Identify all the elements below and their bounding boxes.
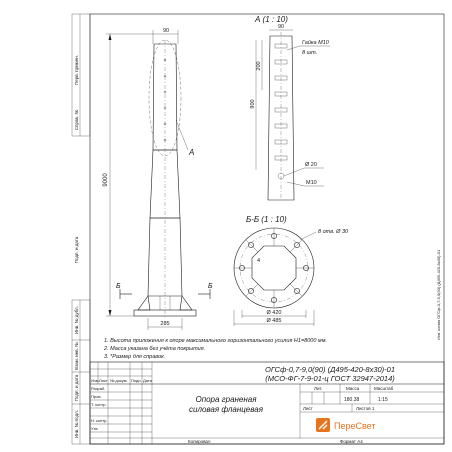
tb-head-list: Лист — [99, 378, 108, 383]
stamp-sprav: Справ. № — [74, 109, 79, 131]
tb-row-utv: Утв. — [91, 426, 99, 431]
section-bb-view — [234, 215, 349, 326]
tb-designation-1: ОГСф-0,7-9,0(90) (Д495-420-8х30)-01 — [264, 365, 396, 374]
stamp-inv-podl: Инв. № подл. — [74, 409, 79, 439]
notes-block — [103, 338, 327, 360]
note-1: 1. Высота приложения к опоре максимального горизонтального усилия H1=8000 мм. — [104, 338, 327, 344]
tb-row-prov: Пров. — [91, 394, 102, 399]
tb-format: Формат A4 — [340, 439, 363, 444]
detail-a-dim-200: 200 — [256, 61, 262, 71]
section-bb-dim-420: Ø 420 — [266, 310, 282, 316]
title-block — [90, 362, 444, 444]
main-dim-top: 90 — [162, 28, 170, 34]
tb-mass-value: 180.38 — [344, 397, 360, 403]
detail-a-title: А (1 : 10) — [255, 15, 288, 24]
main-dim-base: 285 — [160, 321, 170, 327]
tb-row-tkontr: Т. контр. — [91, 402, 107, 407]
tb-name-2: силовая фланцевая — [189, 405, 263, 414]
tb-head-data: Дата — [143, 378, 152, 383]
detail-a-dim-top: 90 — [277, 24, 285, 30]
detail-a-dim-900: 900 — [250, 99, 256, 109]
tb-head-podp: Подп. — [131, 378, 142, 383]
section-bb-dim-485: Ø 485 — [266, 318, 282, 324]
detail-a-thread: М10 — [306, 180, 317, 186]
stamp-inv-dubl: Инв. № дубл. — [74, 306, 79, 334]
detail-a-nut-count: 8 шт. — [302, 50, 318, 56]
tb-name-1: Опора граненая — [195, 395, 257, 404]
tb-sheet-label: Лист — [303, 406, 313, 411]
side-stamp — [72, 14, 90, 444]
tb-scale-label: Масштаб — [374, 386, 394, 391]
main-pole-view — [103, 28, 213, 330]
section-bb-title: Б-Б (1 : 10) — [246, 215, 287, 224]
tb-head-doc: № докум. — [110, 378, 128, 383]
tb-row-nkontr: Н. контр. — [91, 418, 108, 423]
tb-scale-value: 1:15 — [378, 397, 388, 403]
detail-a-hole-dia: Ø 20 — [305, 162, 317, 168]
tb-company: ПереСвет — [334, 421, 376, 431]
stamp-perv: Перв. примен. — [74, 55, 79, 85]
tb-mass-label: Масса — [346, 386, 360, 391]
detail-a-view — [250, 15, 330, 200]
section-mark-left: Б — [116, 283, 121, 290]
tb-head-izm: Изм. — [91, 378, 100, 383]
stamp-vzam: Взам. инв. № — [74, 342, 79, 370]
tb-copied: Копировал — [188, 439, 211, 444]
tb-designation-2: (МСО-ФГ-7-9-01-ц ГОСТ 32947-2014) — [265, 374, 395, 383]
main-dim-height: 9000 — [103, 173, 109, 187]
tb-lit-label: Лит. — [314, 386, 323, 391]
callout-a: А — [189, 148, 195, 157]
pole-octagon — [252, 246, 296, 290]
corner-stamp: Инв. копия ОГСф-0,7-9,0(90) (Д495-420-8х30)-01 — [436, 249, 441, 340]
stamp-podp-2: Подп. и дата — [74, 374, 79, 402]
section-bb-dim-4: 4 — [257, 258, 261, 264]
section-mark-right: Б — [208, 283, 213, 290]
tb-row-razrab: Разраб. — [91, 386, 106, 391]
note-3: 3. *Размер для справок. — [104, 354, 166, 360]
tb-sheets-label: Листов 1 — [356, 406, 375, 411]
stamp-podp-1: Подп. и дата — [74, 236, 79, 264]
company-logo — [316, 418, 376, 432]
detail-a-nut-label: Гайка М10 — [302, 40, 329, 46]
section-bb-holes: 8 отв. Ø 30 — [318, 229, 349, 235]
note-2: 2. Масса указана без учёта покрытия. — [104, 346, 206, 352]
